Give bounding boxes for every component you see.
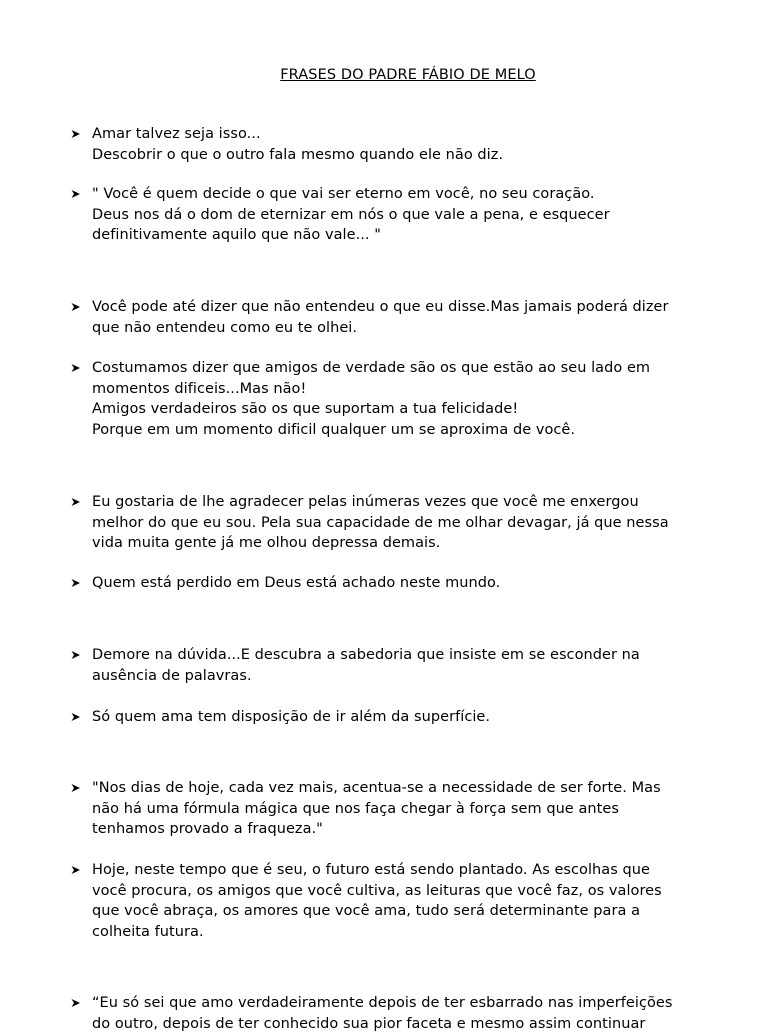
quote-line: "Nos dias de hoje, cada vez mais, acentua-se a necessidade de ser forte. Mas: [92, 780, 661, 796]
quote-line: Deus nos dá o dom de eternizar em nós o que vale a pena, e esquecer: [92, 206, 610, 223]
quote-line: Só quem ama tem disposição de ir além da superfície.: [92, 709, 491, 725]
quote-line: Você pode até dizer que não entendeu o que eu disse.Mas jamais poderá dizer: [92, 299, 669, 315]
arrow-bullet-icon: [70, 778, 84, 798]
arrow-bullet-icon: [70, 358, 84, 378]
arrow-bullet-icon: [70, 707, 84, 727]
quote-line: “Eu só sei que amo verdadeiramente depois de ter esbarrado nas imperfeições: [92, 995, 673, 1011]
quote-line: do outro, depois de ter conhecido sua pior faceta e mesmo assim continuar: [92, 1015, 646, 1032]
quote-line: Hoje, neste tempo que é seu, o futuro está sendo plantado. As escolhas que: [92, 862, 650, 878]
quote-line: momentos dificeis...Mas não!: [92, 380, 307, 397]
arrow-bullet-icon: [70, 124, 84, 144]
quote-line: Amigos verdadeiros são os que suportam a tua felicidade!: [92, 401, 519, 418]
arrow-bullet-icon: [70, 645, 84, 665]
document-title: FRASES DO PADRE FÁBIO DE MELO: [280, 67, 536, 83]
quote-line: que você abraça, os amores que você ama, tudo será determinante para a: [92, 903, 641, 920]
quote-line: ausência de palavras.: [92, 667, 252, 684]
quote-line: Eu gostaria de lhe agradecer pelas inúmeras vezes que você me enxergou: [92, 494, 639, 510]
quote-line: que não entendeu como eu te olhei.: [92, 319, 358, 336]
quote-line: Porque em um momento dificil qualquer um se aproxima de você.: [92, 421, 576, 438]
quote-line: você procura, os amigos que você cultiva, as leituras que você faz, os valores: [92, 882, 662, 899]
quote-line: Demore na dúvida...E descubra a sabedoria que insiste em se esconder na: [92, 647, 640, 663]
quote-line: " Você é quem decide o que vai ser eterno em você, no seu coração.: [92, 186, 595, 202]
arrow-bullet-icon: [70, 860, 84, 880]
quote-line: Costumamos dizer que amigos de verdade são os que estão ao seu lado em: [92, 360, 651, 376]
arrow-bullet-icon: [70, 492, 84, 512]
quote-line: Descobrir o que o outro fala mesmo quando ele não diz.: [92, 146, 504, 163]
quote-line: Amar talvez seja isso...: [92, 126, 261, 142]
arrow-bullet-icon: [70, 573, 84, 593]
arrow-bullet-icon: [70, 993, 84, 1013]
quote-line: vida muita gente já me olhou depressa demais.: [92, 535, 441, 552]
arrow-bullet-icon: [70, 184, 84, 204]
arrow-bullet-icon: [70, 297, 84, 317]
quote-line: melhor do que eu sou. Pela sua capacidade de me olhar devagar, já que nessa: [92, 514, 669, 531]
quote-line: Quem está perdido em Deus está achado neste mundo.: [92, 575, 501, 591]
quote-line: não há uma fórmula mágica que nos faça chegar à força sem que antes: [92, 800, 619, 817]
quote-line: definitivamente aquilo que não vale... ": [92, 227, 381, 244]
quote-line: colheita futura.: [92, 923, 204, 940]
quote-line: tenhamos provado a fraqueza.": [92, 821, 323, 838]
